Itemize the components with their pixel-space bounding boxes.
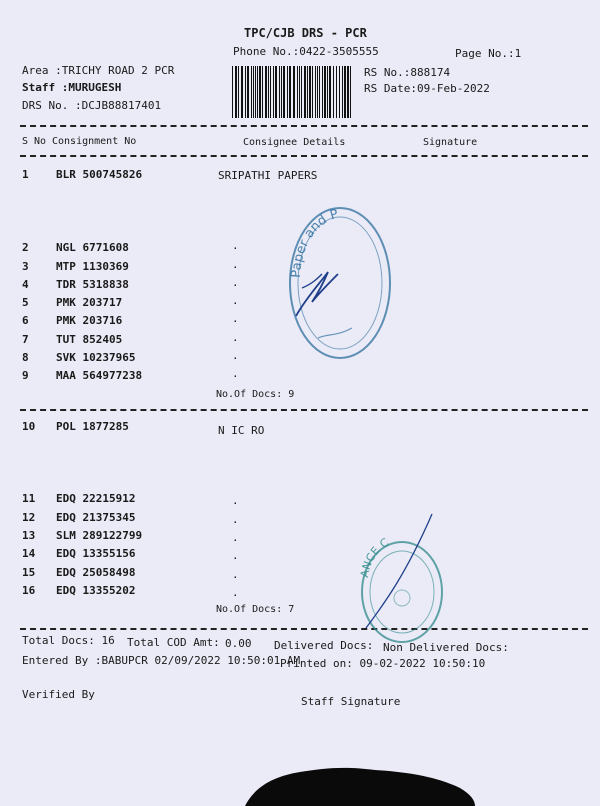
row-sno: 12 — [22, 511, 36, 524]
row-consignment-no: BLR 500745826 — [56, 168, 143, 181]
delivery-mark: . — [232, 367, 239, 380]
staff-signature: Staff Signature — [301, 695, 401, 708]
delivery-mark: . — [232, 349, 239, 362]
delivery-mark: . — [232, 586, 239, 599]
row-sno: 7 — [22, 333, 29, 346]
delivery-mark: . — [232, 258, 239, 271]
row-consignment-no: MAA 564977238 — [56, 369, 143, 382]
row-sno: 15 — [22, 566, 36, 579]
delivery-mark: . — [232, 494, 239, 507]
phone-number: Phone No.:0422-3505555 — [233, 45, 379, 58]
scan-blot — [245, 766, 475, 806]
row-sno: 4 — [22, 278, 29, 291]
delivery-mark: . — [232, 513, 239, 526]
col-signature: Signature — [423, 137, 478, 148]
svg-text:ANCE C — [358, 535, 391, 578]
consignee-name: N IC RO — [218, 424, 265, 437]
divider — [20, 628, 588, 630]
row-consignment-no: SLM 289122799 — [56, 529, 143, 542]
rs-date: RS Date:09-Feb-2022 — [364, 82, 490, 95]
row-consignment-no: NGL 6771608 — [56, 241, 129, 254]
col-consignee: Consignee Details — [243, 137, 346, 148]
row-consignment-no: EDQ 13355156 — [56, 547, 136, 560]
non-delivered-docs: Non Delivered Docs: — [383, 641, 509, 654]
row-consignment-no: PMK 203717 — [56, 296, 123, 309]
stamp-text: Paper and P — [288, 206, 340, 279]
row-sno: 3 — [22, 260, 29, 273]
row-sno: 13 — [22, 529, 36, 542]
total-cod-label: Total COD Amt: — [127, 636, 220, 649]
total-docs: Total Docs: 16 — [22, 634, 115, 647]
row-sno: 16 — [22, 584, 36, 597]
row-consignment-no: EDQ 13355202 — [56, 584, 136, 597]
stamp-text: ANCE C — [357, 535, 392, 579]
row-sno: 6 — [22, 314, 29, 327]
row-consignment-no: EDQ 25058498 — [56, 566, 136, 579]
delivery-mark: . — [232, 549, 239, 562]
page-number: Page No.:1 — [455, 47, 522, 60]
no-of-docs: No.Of Docs: 9 — [216, 389, 295, 400]
staff-label: Staff :MURUGESH — [22, 81, 122, 94]
total-cod-value: 0.00 — [225, 637, 252, 650]
delivery-mark: . — [232, 331, 239, 344]
divider — [20, 155, 588, 157]
row-sno: 14 — [22, 547, 36, 560]
document-title: TPC/CJB DRS - PCR — [244, 26, 367, 40]
company-stamp-icon — [354, 508, 454, 658]
delivery-mark: . — [232, 239, 239, 252]
divider — [20, 125, 588, 127]
drs-number: DRS No. :DCJB88817401 — [22, 99, 162, 112]
row-consignment-no: PMK 203716 — [56, 314, 123, 327]
row-consignment-no: TDR 5318838 — [56, 278, 129, 291]
row-sno: 2 — [22, 241, 29, 254]
no-of-docs: No.Of Docs: 7 — [216, 604, 295, 615]
barcode-icon — [230, 66, 355, 118]
area-label: Area :TRICHY ROAD 2 PCR — [22, 64, 175, 77]
delivery-mark: . — [232, 312, 239, 325]
entered-by: Entered By :BABUPCR 02/09/2022 10:50:01 AM — [22, 654, 301, 667]
delivery-mark: . — [232, 276, 239, 289]
row-consignment-no: EDQ 21375345 — [56, 511, 136, 524]
row-consignment-no: EDQ 22215912 — [56, 492, 136, 505]
row-consignment-no: SVK 10237965 — [56, 351, 136, 364]
delivered-docs: Delivered Docs: — [274, 639, 374, 652]
row-consignment-no: TUT 852405 — [56, 333, 123, 346]
delivery-mark: . — [232, 294, 239, 307]
delivery-mark: . — [232, 568, 239, 581]
consignee-name: SRIPATHI PAPERS — [218, 169, 318, 182]
col-sno: S No — [22, 136, 47, 147]
row-sno: 10 — [22, 420, 36, 433]
company-stamp-icon — [282, 188, 400, 368]
divider — [20, 409, 588, 411]
row-sno: 5 — [22, 296, 29, 309]
rs-number: RS No.:888174 — [364, 66, 451, 79]
row-sno: 1 — [22, 168, 29, 181]
verified-by: Verified By — [22, 688, 95, 701]
row-consignment-no: POL 1877285 — [56, 420, 129, 433]
row-sno: 9 — [22, 369, 29, 382]
printed-on: Printed on: 09-02-2022 10:50:10 — [280, 657, 486, 670]
row-consignment-no: MTP 1130369 — [56, 260, 129, 273]
row-sno: 11 — [22, 492, 36, 505]
col-consignment: Consignment No — [52, 136, 137, 147]
row-sno: 8 — [22, 351, 29, 364]
delivery-mark: . — [232, 531, 239, 544]
